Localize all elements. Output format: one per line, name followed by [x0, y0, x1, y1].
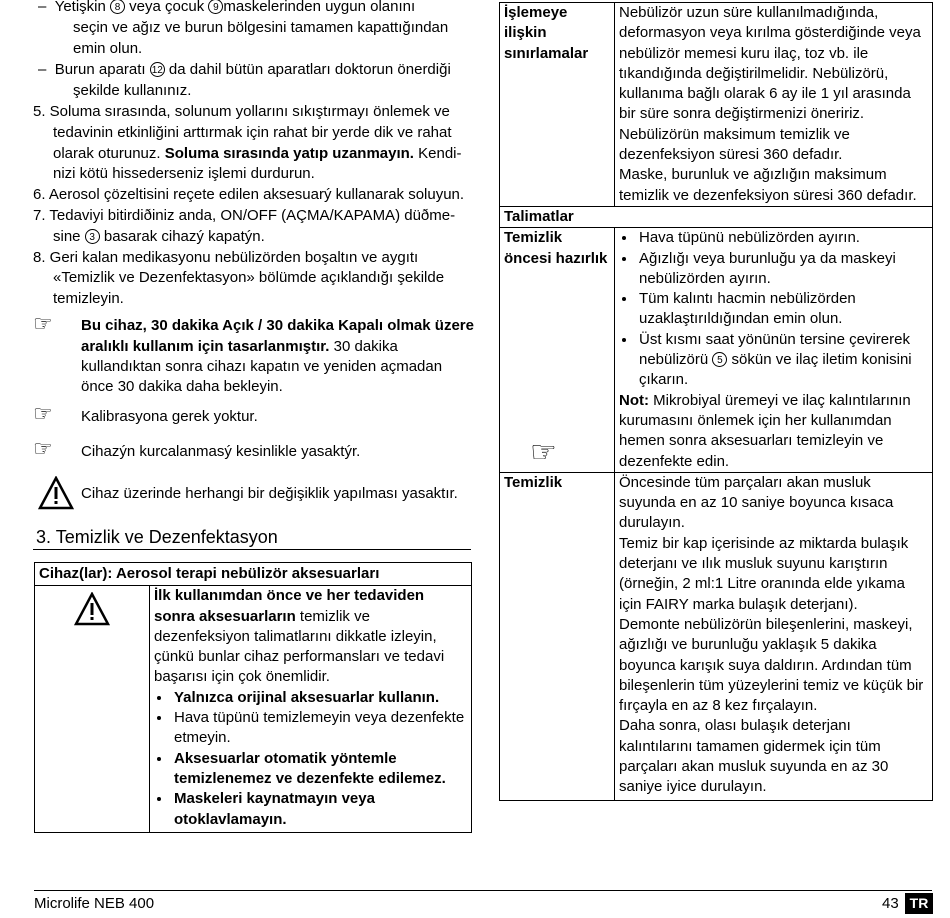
list-item-5: 5. Soluma sırasında, solunum yollarını sıkıştırmayı önlemek ve	[33, 103, 450, 120]
sub-item-nose: – Burun aparatı 12 da dahil bütün aparatları doktorun önerdiği	[38, 61, 451, 78]
list-item: • Aksesuarlar otomatik yöntemle temizlenemez ve dezenfekte edilemez.	[172, 749, 467, 790]
row-content: Öncesinde tüm parçaları akan musluk suyunda en az 10 saniye boyunca kısaca durulayın. Temiz bir kap içerisinde az miktarda bulaşık deterjanı ve ılık musluk suyunu karıştırın (örneğin, 2 ml:1 Litre oranında elde yıkama için FAIRY marka bulaşık deterjanı). Demonte nebülizörün bileşenlerini, maskeyi, ağızlığı ve burunluğu yaklaşık 5 dakika boyunca karışık suya daldırın. Ardından tüm bileşenlerin tüm yüzeylerini temiz ve küçük bir fırçayla en az 8 kez fırçalayın. Daha sonra, olası bulaşık deterjanı kalıntılarını tamamen gidermek için tüm parçaları akan musluk suyunda en az 30 saniye iyice durulayın.	[615, 472, 933, 800]
warning-triangle-icon	[74, 592, 110, 626]
list-item: • Hava tüpünü nebülizörden ayırın.	[637, 228, 928, 248]
table-header: Cihaz(lar): Aerosol terapi nebülizör aksesuarları	[35, 563, 472, 586]
accessory-rules-list	[154, 688, 467, 830]
section-title: 3. Temizlik ve Dezenfektasyon	[36, 527, 278, 547]
list-item-7: 7. Tedaviyi bitirdiðiniz anda, ON/OFF (AÇMA/KAPAMA) düðme-	[33, 207, 456, 224]
row-label: İşlemeye ilişkin sınırlamalar	[500, 3, 615, 207]
warning-cell	[35, 586, 150, 833]
row-label: Temizlik	[500, 472, 615, 800]
note-text: Not: Mikrobiyal üremeyi ve ilaç kalıntılarının kurumasını önlemek için her kullanımdan hemen sonra aksesuarları temizleyin ve dezenfekte edin.	[619, 391, 911, 470]
warning-triangle-icon	[38, 476, 74, 510]
list-item: • Hava tüpünü temizlemeyin veya dezenfekte etmeyin.	[172, 708, 467, 749]
page-number: 43	[882, 895, 899, 912]
device-accessories-table	[34, 562, 472, 833]
pointing-hand-icon: ☞	[33, 401, 53, 426]
list-item: • Üst kısmı saat yönünün tersine çevirerek nebülizörü 5 sökün ve ilaç iletim konisini çıkarın.	[637, 330, 928, 391]
accessory-warning-text: İlk kullanımdan önce ve her tedaviden sonra aksesuarların temizlik ve dezenfeksiyon talimatlarını dikkatle izleyin, çünkü bunlar cihaz performansları ve tedavi başarısı için çok önemlidir. • Yalnızca orijinal aksesuarlar kullanın. • Hava tüpünü temizlemeyin veya dezenfekte etmeyin. • Aksesuarlar otomatik yöntemle temizlenemez ve dezenfekte edilemez. • Maskeleri kaynatmayın veya otoklavlamayın.	[150, 586, 472, 833]
footer-product: Microlife NEB 400	[34, 895, 155, 912]
list-item-8: 8. Geri kalan medikasyonu nebülizörden boşaltın ve aygıtı	[33, 249, 419, 266]
list-item: • Ağızlığı veya burunluğu ya da maskeyi nebülizörden ayırın.	[637, 249, 928, 290]
list-item-6: 6. Aerosol çözeltisini reçete edilen aksesuarý kullanarak soluyun.	[33, 186, 465, 203]
pointing-hand-icon: ☞	[33, 436, 53, 461]
footer-divider	[34, 890, 932, 891]
language-badge: TR	[905, 893, 933, 914]
list-item: • Yalnızca orijinal aksesuarlar kullanın.	[172, 688, 467, 708]
section-divider	[33, 549, 471, 550]
row-content	[615, 228, 933, 473]
cleaning-instructions-table	[499, 2, 933, 801]
list-item: • Maskeleri kaynatmayın veya otoklavlamayın.	[172, 789, 467, 830]
sub-item-mask: – Yetişkin 8 veya çocuk 9 maskelerinden uygun olanını	[38, 0, 416, 15]
row-label: Talimatlar	[500, 206, 933, 227]
pointing-hand-icon: ☞	[33, 311, 53, 336]
list-item: • Tüm kalıntı hacmin nebülizörden uzaklaştırıldığından emin olun.	[637, 289, 928, 330]
row-content: Nebülizör uzun süre kullanılmadığında, deformasyon veya kırılma gösterdiğinde veya nebülizör memesi kuru ilaç, toz vb. ile tıkandığında değiştirilmelidir. Nebülizörü, kullanıma bağlı olarak 6 ay ile 1 yıl arasında bir süre sonra değiştirmenizi öneririz. Nebülizörün maksimum temizlik ve dezenfeksiyon süresi 360 defadır. Maske, burunluk ve ağızlığın maksimum temizlik ve dezenfeksiyon süresi 360 defadır.	[615, 3, 933, 207]
row-label: Temizlik öncesi hazırlık ☞	[500, 228, 615, 473]
pointing-hand-icon: ☞	[530, 435, 557, 469]
